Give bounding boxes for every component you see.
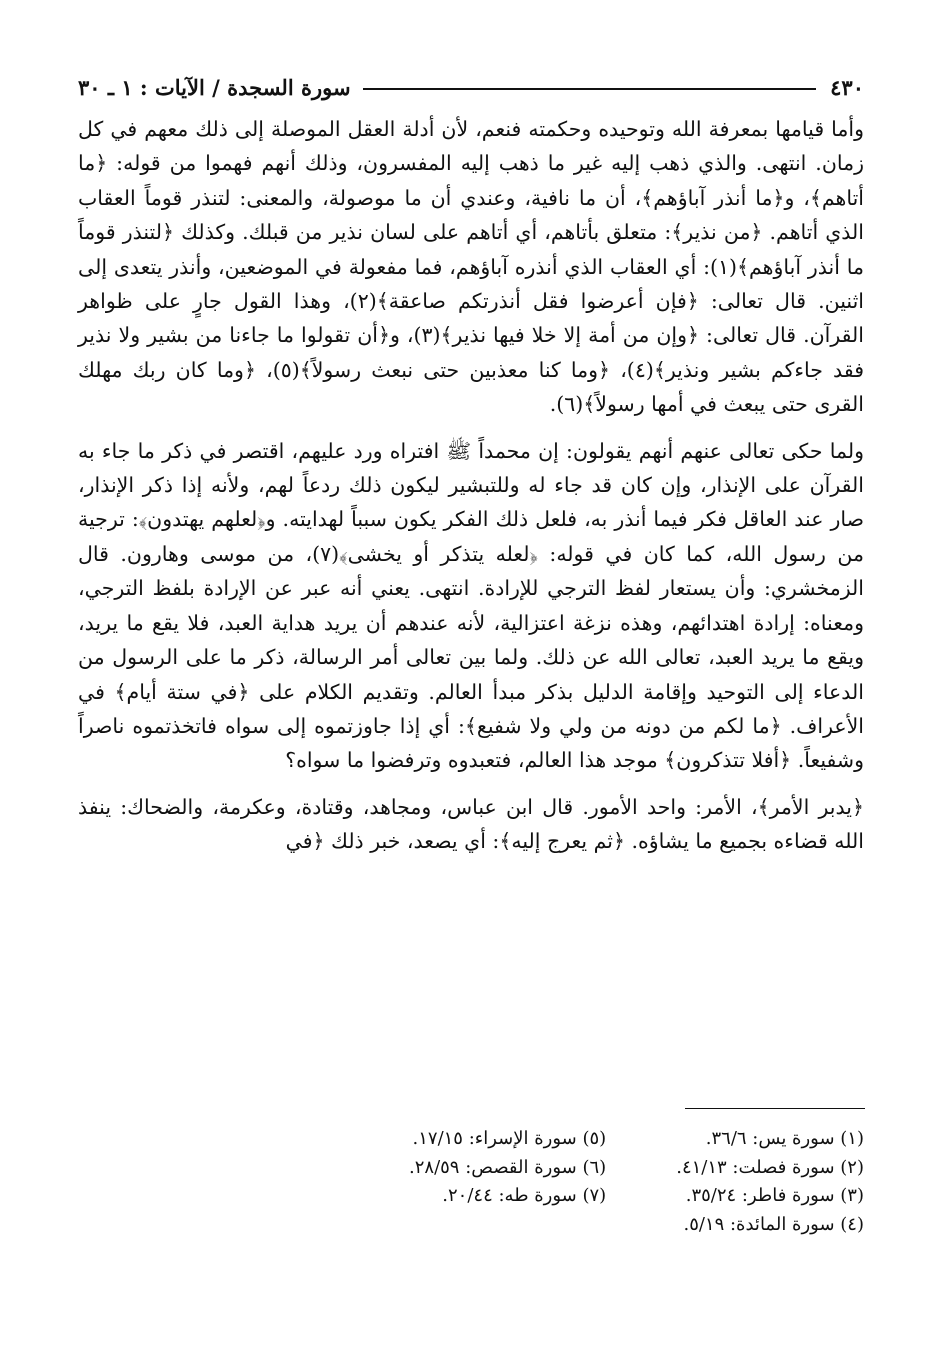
page	[78, 70, 864, 859]
footnotes-left-column	[409, 1125, 606, 1239]
running-title: سورة السجدة / الآيات : ١ ـ ٣٠	[78, 74, 351, 100]
footnote-separator	[685, 1108, 865, 1109]
footnote-3: (٣) سورة فاطر: ٣٥/٢٤.	[685, 1185, 864, 1206]
running-header	[78, 70, 864, 104]
footnote-7: (٧) سورة طه: ٢٠/٤٤.	[442, 1185, 607, 1206]
page-number: ٤٣٠	[830, 74, 864, 100]
header-rule	[363, 88, 817, 90]
footnote-6: (٦) سورة القصص: ٢٨/٥٩.	[409, 1156, 607, 1178]
paragraph-2: ولما حكى تعالى عنهم أنهم يقولون: إن محمداً ﷺ افتراه ورد عليهم، اقتصر في ذكر ما جاء به القرآن على الإنذار، وإن كان قد جاء له وللتبشير ليكون ذلك ردعاً لهم، ولأنه إذا ذكر الإنذار، صار عند العاقل فكر فيما أنذر به، فلعل ذلك الفكر يكون سبباً لهدايته. و﴿لعلهم يهتدون﴾: ترجية من رسول الله، كما كان في قوله: ﴿لعله يتذكر أو يخشى﴾(٧)، من موسى وهارون. قال الزمخشري: وأن يستعار لفظ الترجي للإرادة. انتهى. يعني أنه عبر عن الإرادة بلفظ الترجي، ومعناه: إرادة اهتدائهم، وهذه نزغة اعتزالية، لأنه عندهم أن يريد هداية العبد، فلا يقع ما يريد، ويقع ما يريد العبد، تعالى الله عن ذلك. ولما بين تعالى أمر الرسالة، ذكر ما على الرسول من الدعاء إلى التوحيد وإقامة الدليل بذكر مبدأ العالم. وتقديم الكلام على ﴿في ستة أيام﴾ في الأعراف. ﴿ما لكم من دونه من ولي ولا شفيع﴾: أي إذا جاوزتموه إلى سواه فاتخذتموه ناصراً وشفيعاً. ﴿أفلا تتذكرون﴾ موجد هذا العالم، فتعبدوه وترفضوا ما سواه؟	[78, 438, 864, 773]
footnotes-right-column	[676, 1125, 864, 1239]
footnote-2: (٢) سورة فصلت: ٤١/١٣.	[676, 1156, 864, 1178]
body-text	[78, 112, 864, 859]
footnote-1: (١) سورة يس: ٣٦/٦.	[705, 1128, 864, 1149]
paragraph-3: ﴿يدبر الأمر﴾، الأمر: واحد الأمور. قال ابن عباس، ومجاهد، وقتادة، وعكرمة، والضحاك: ينفذ الله قضاءه بجميع ما يشاؤه. ﴿ثم يعرج إليه﴾: أي يصعد، خبر ذلك ﴿في	[78, 794, 864, 854]
footnote-4: (٤) سورة المائدة: ٥/١٩.	[683, 1213, 864, 1235]
paragraph-1: وأما قيامها بمعرفة الله وتوحيده وحكمته فنعم، لأن أدلة العقل الموصلة إلى ذلك معهم في كل زمان. انتهى. والذي ذهب إليه غير ما ذهب إليه المفسرون، وذلك أنهم فهموا من قوله: ﴿ما أتاهم﴾، و﴿ما أنذر آباؤهم﴾، أن ما نافية، وعندي أن ما موصولة، والمعنى: لتنذر قوماً العقاب الذي أتاهم. ﴿من نذير﴾: متعلق بأتاهم، أي أتاهم على لسان نذير من قبلك. وكذلك ﴿لتنذر قوماً ما أنذر آباؤهم﴾(١): أي العقاب الذي أنذره آباؤهم، فما مفعولة في الموضعين، وأنذر يتعدى إلى اثنين. قال تعالى: ﴿فإن أعرضوا فقل أنذرتكم صاعقة﴾(٢)، وهذا القول جارٍ على ظواهر القرآن. قال تعالى: ﴿وإن من أمة إلا خلا فيها نذير﴾(٣)، و﴿أن تقولوا ما جاءنا من بشير ولا نذير فقد جاءكم بشير ونذير﴾(٤)، ﴿وما كنا معذبين حتى نبعث رسولاً﴾(٥)، ﴿وما كان ربك مهلك القرى حتى يبعث في أمها رسولاً﴾(٦).	[78, 117, 864, 417]
footnote-5: (٥) سورة الإسراء: ١٧/١٥.	[412, 1128, 607, 1149]
footnotes	[200, 1125, 864, 1239]
